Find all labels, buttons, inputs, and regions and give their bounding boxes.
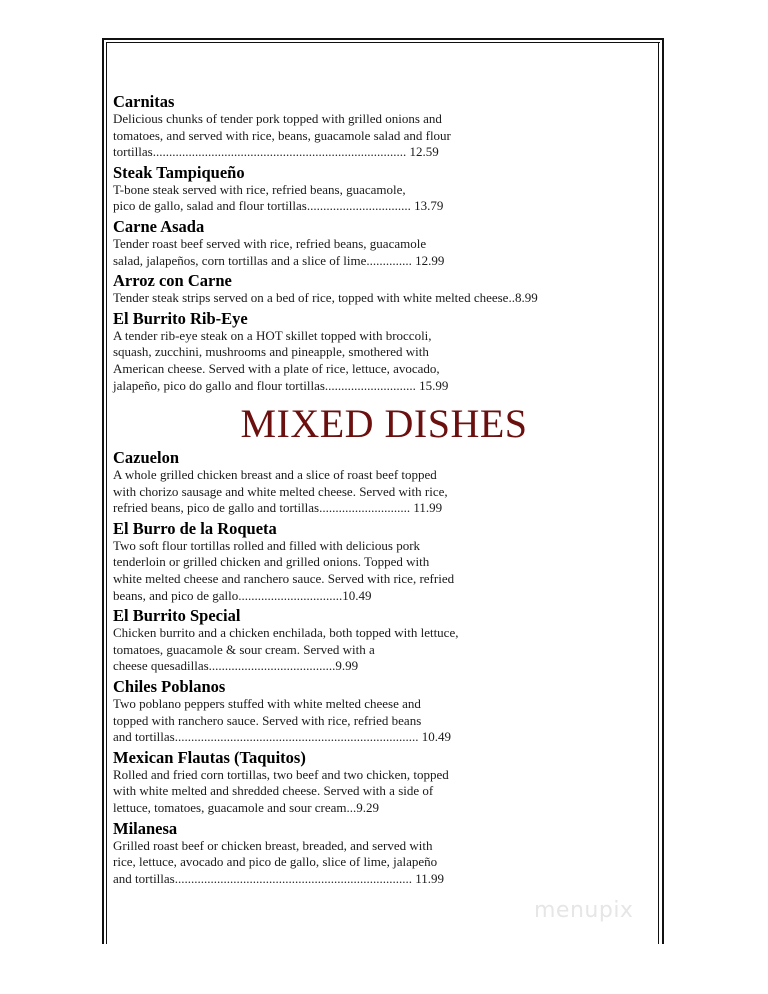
- item-description: A whole grilled chicken breast and a slice of roast beef topped with chorizo sausage and white melted cheese. Served with rice, refried beans, pico de gallo and tortillas............................ 11.99: [113, 467, 448, 516]
- item-name: Milanesa: [113, 818, 178, 838]
- mixed-dishes-list: [113, 448, 653, 889]
- menu-item-el-burrito-rib-eye: [113, 309, 653, 394]
- menu-item-carne-asada: [113, 217, 653, 269]
- item-name: El Burro de la Roqueta: [113, 518, 277, 538]
- top-items-list: [113, 92, 653, 396]
- item-name: El Burrito Rib-Eye: [113, 308, 248, 328]
- menu-item-cazuelon: [113, 448, 653, 517]
- menu-item-carnitas: [113, 92, 653, 161]
- item-name: El Burrito Special: [113, 606, 241, 626]
- frame-border-right: [662, 38, 664, 944]
- frame-border-right-inner: [658, 42, 659, 944]
- item-name: Cazuelon: [113, 448, 179, 467]
- frame-border-top: [102, 38, 664, 40]
- menu-item-el-burrito-special: [113, 606, 653, 675]
- item-name: Steak Tampiqueño: [113, 162, 245, 182]
- menu-item-steak-tampiqueno: [113, 163, 653, 215]
- item-description: Delicious chunks of tender pork topped with grilled onions and tomatoes, and served with rice, beans, guacamole salad and flour tortillas.............................................................................. 12.59: [113, 111, 451, 160]
- menu-item-chiles-poblanos: [113, 677, 653, 746]
- item-description: Chicken burrito and a chicken enchilada, both topped with lettuce, tomatoes, guacamole & sour cream. Served with a cheese quesadillas.......................................9.99: [113, 625, 459, 674]
- menu-item-el-burro-de-la-roqueta: [113, 519, 653, 604]
- item-description: A tender rib-eye steak on a HOT skillet topped with broccoli, squash, zucchini, mushrooms and pineapple, smothered with American cheese. Served with a plate of rice, lettuce, avocado, jalapeño, pico do gallo and flour tortillas............................ 15.99: [113, 327, 449, 393]
- item-description: Rolled and fried corn tortillas, two beef and two chicken, topped with white melted and shredded cheese. Served with a side of lettuce, tomatoes, guacamole and sour cream...9.29: [113, 766, 449, 815]
- item-description: Two poblano peppers stuffed with white melted cheese and topped with ranchero sauce. Served with rice, refried beans and tortillas........................................................................... 10.49: [113, 695, 451, 745]
- item-name: Carnitas: [113, 92, 175, 111]
- item-name: Chiles Poblanos: [113, 676, 226, 696]
- item-name: Carne Asada: [113, 216, 205, 236]
- menu-item-milanesa: [113, 819, 653, 888]
- item-description: T-bone steak served with rice, refried beans, guacamole, pico de gallo, salad and flour tortillas................................ 13.79: [113, 181, 444, 214]
- frame-border-top-inner: [106, 42, 660, 43]
- menu-item-mexican-flautas: [113, 748, 653, 817]
- section-title-mixed-dishes: MIXED DISHES: [240, 401, 528, 446]
- item-description: Tender steak strips served on a bed of rice, topped with white melted cheese..8.99: [113, 290, 538, 306]
- item-description: Grilled roast beef or chicken breast, breaded, and served with rice, lettuce, avocado and pico de gallo, slice of lime, jalapeño and tortillas......................................................................... 11.99: [113, 837, 445, 886]
- frame-border-left-inner: [106, 42, 107, 944]
- item-description: Tender roast beef served with rice, refried beans, guacamole salad, jalapeños, corn tortillas and a slice of lime.............. 12.99: [113, 235, 445, 268]
- menu-item-arroz-con-carne: [113, 271, 653, 307]
- frame-border-left: [102, 38, 104, 944]
- menupix-watermark: menupix: [534, 898, 634, 923]
- item-description: Two soft flour tortillas rolled and filled with delicious pork tenderloin or grilled chicken and grilled onions. Topped with white melted cheese and ranchero sauce. Served with rice, refried beans, and pico de gallo................................10.49: [113, 537, 455, 603]
- item-name: Arroz con Carne: [113, 271, 232, 291]
- item-name: Mexican Flautas (Taquitos): [113, 747, 306, 767]
